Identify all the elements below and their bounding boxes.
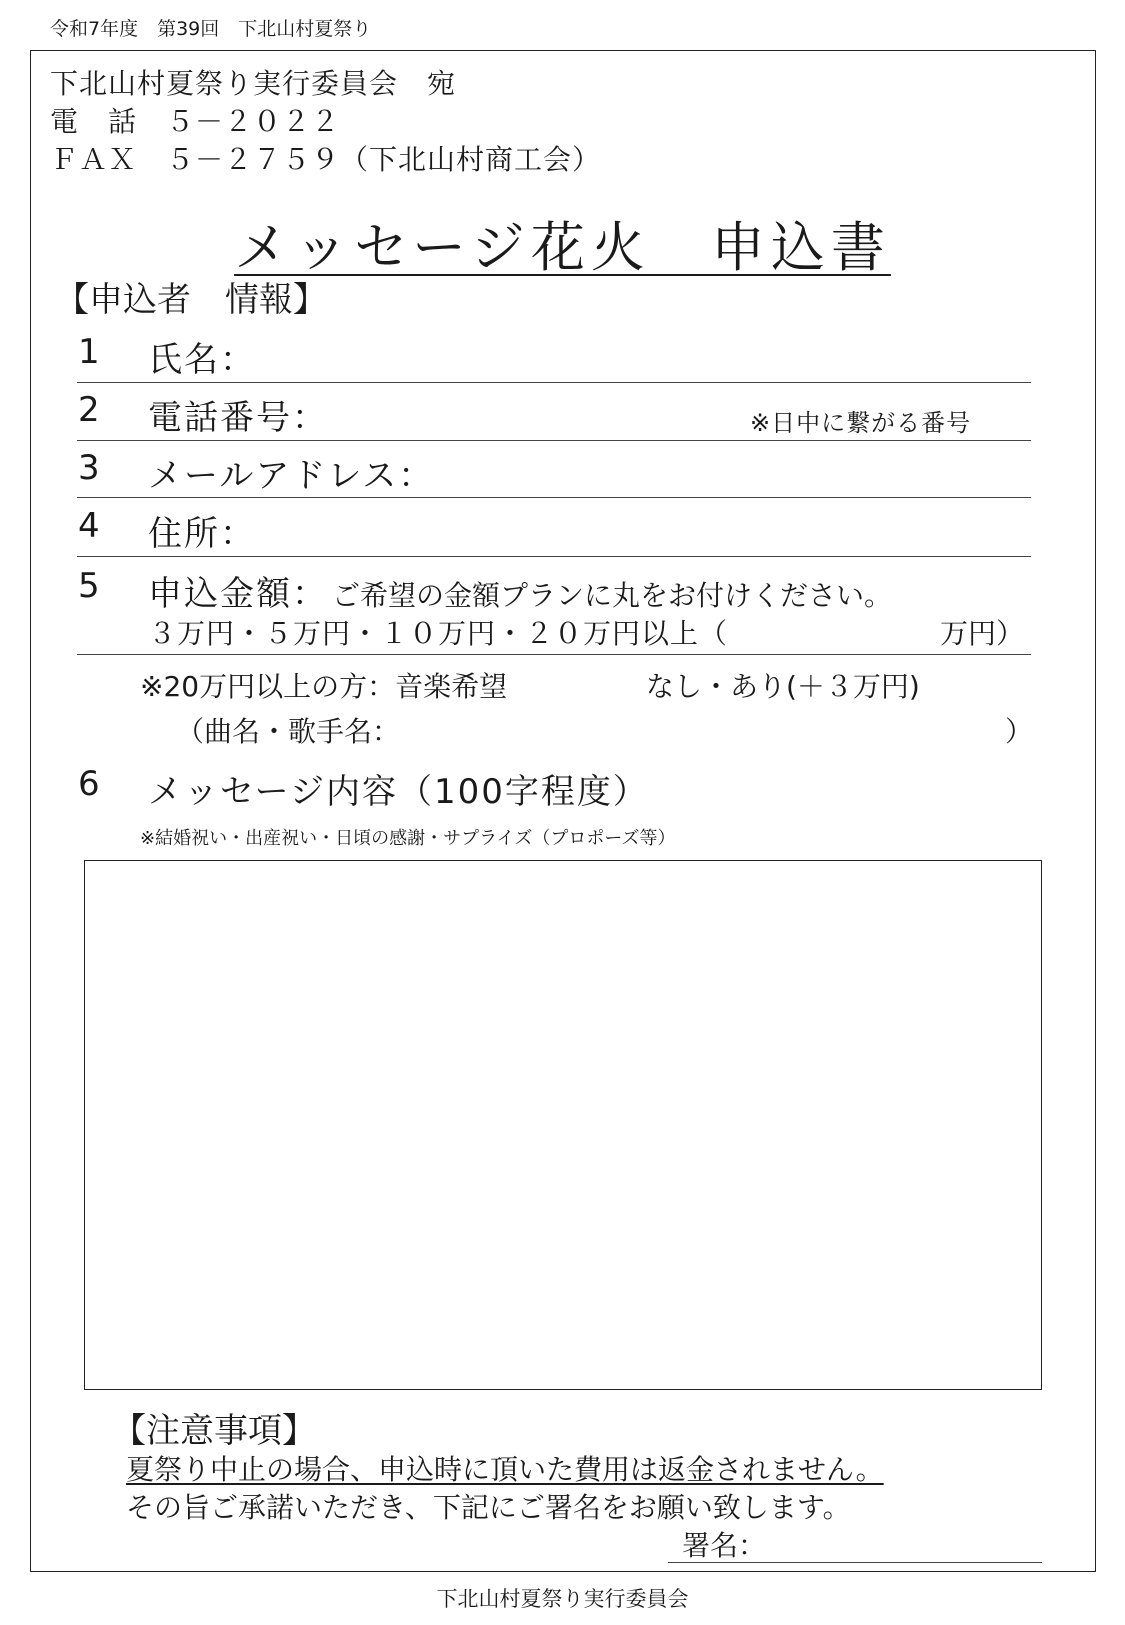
phone-field-line[interactable]: [77, 440, 1031, 441]
field-number: 1: [78, 332, 100, 372]
phone-line: 電 話 ５－２０２２: [50, 105, 341, 138]
refund-notice: 夏祭り中止の場合、申込時に頂いた費用は返金されません。: [126, 1453, 884, 1486]
amount-plans-unit: 万円）: [940, 617, 1025, 650]
signature-line[interactable]: [668, 1562, 1042, 1563]
amount-plans[interactable]: ３万円・５万円・１０万円・２０万円以上（: [148, 617, 729, 650]
field-number: 3: [78, 448, 100, 488]
footer-organizer: 下北山村夏祭り実行委員会: [436, 1587, 689, 1611]
page-title: メッセージ花火 申込書: [234, 216, 891, 279]
field-number: 2: [78, 390, 100, 430]
amount-instruction: ご希望の金額プランに丸をお付けください。: [332, 579, 893, 612]
field-number: 6: [78, 764, 100, 804]
phone-note: ※日中に繋がる番号: [750, 409, 972, 437]
signature-label: 署名：: [682, 1529, 767, 1562]
header-note: 令和7年度 第39回 下北山村夏祭り: [50, 18, 372, 40]
address-label: 住所：: [148, 514, 256, 554]
name-label: 氏名：: [148, 340, 256, 380]
notes-heading: 【注意事項】: [112, 1411, 316, 1451]
fax-line: ＦＡＸ ５－２７５９（下北山村商工会）: [50, 143, 602, 176]
phone-label: 電話番号：: [148, 398, 328, 438]
amount-label: 申込金額：: [148, 574, 328, 614]
music-request-label: ※20万円以上の方：音楽希望: [140, 670, 508, 703]
address-field-line[interactable]: [77, 556, 1031, 557]
message-examples: ※結婚祝い・出産祝い・日頃の感謝・サプライズ（プロポーズ等）: [140, 828, 676, 849]
field-number: 4: [78, 506, 100, 546]
email-label: メールアドレス：: [148, 456, 435, 496]
email-field-line[interactable]: [77, 497, 1031, 498]
song-info-label: （曲名・歌手名：: [176, 715, 401, 748]
consent-notice: その旨ご承諾いただき、下記にご署名をお願い致します。: [126, 1491, 851, 1524]
song-info-close: ）: [1005, 715, 1034, 748]
music-options[interactable]: なし・あり(＋３万円): [646, 670, 920, 703]
applicant-section-heading: 【申込者 情報】: [55, 280, 327, 320]
message-label: メッセージ内容（100字程度）: [148, 772, 649, 812]
amount-field-line: [77, 654, 1031, 655]
message-box[interactable]: [84, 860, 1042, 1390]
name-field-line[interactable]: [77, 382, 1031, 383]
addressee-line: 下北山村夏祭り実行委員会 宛: [50, 67, 457, 100]
field-number: 5: [78, 566, 100, 606]
